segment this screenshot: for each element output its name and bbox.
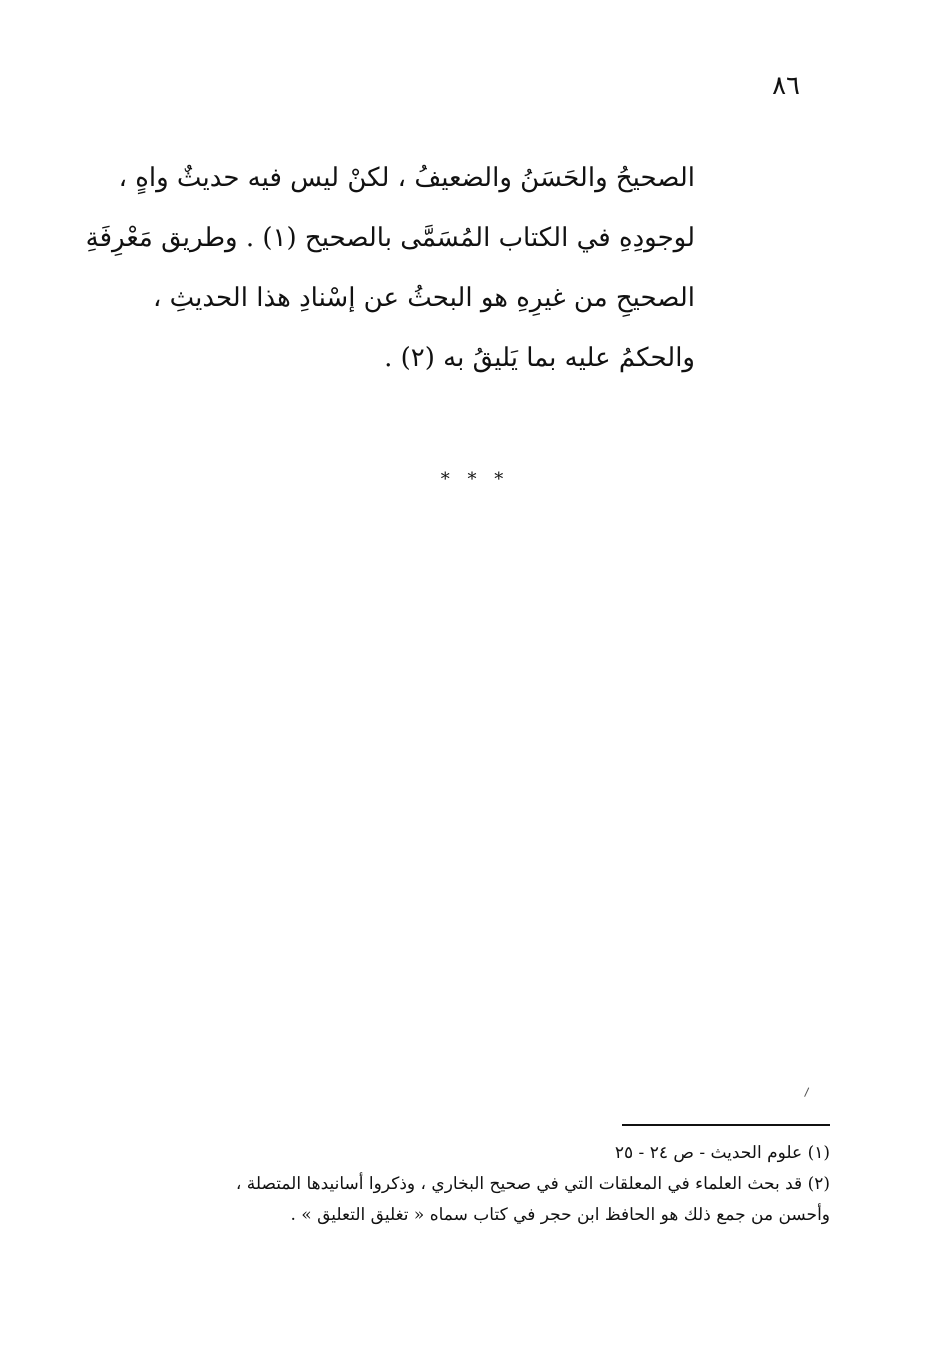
footnote-divider <box>622 1124 830 1126</box>
section-separator: * * * <box>440 469 510 490</box>
body-line: الصحيحِ من غيرِهِ هو البحثُ عن إسْنادِ هذا الحديثِ ، <box>152 283 695 313</box>
footnote-1: (١) علوم الحديث - ص ٢٤ - ٢٥ <box>614 1143 830 1163</box>
body-line: والحكمُ عليه بما يَليقُ به (٢) . <box>384 343 695 373</box>
footnote-2: (٢) قد بحث العلماء في المعلقات التي في صحيح البخاري ، وذكروا أسانيدها المتصلة ، <box>235 1174 830 1194</box>
footnotes <box>110 1138 830 1231</box>
footnote-2-continuation: وأحسن من جمع ذلك هو الحافظ ابن حجر في كتاب سماه « تغليق التعليق » . <box>290 1205 830 1225</box>
body-paragraph <box>85 148 695 388</box>
body-line: لوجودِهِ في الكتاب المُسَمَّى بالصحيح (١) . وطريق مَعْرِفَةِ <box>85 223 695 253</box>
body-line: الصحيحُ والحَسَنُ والضعيفُ ، لكنْ ليس فيه حديثٌ واهٍ ، <box>118 163 695 193</box>
stray-mark <box>804 1087 813 1098</box>
page-number: ٨٦ <box>772 71 800 101</box>
